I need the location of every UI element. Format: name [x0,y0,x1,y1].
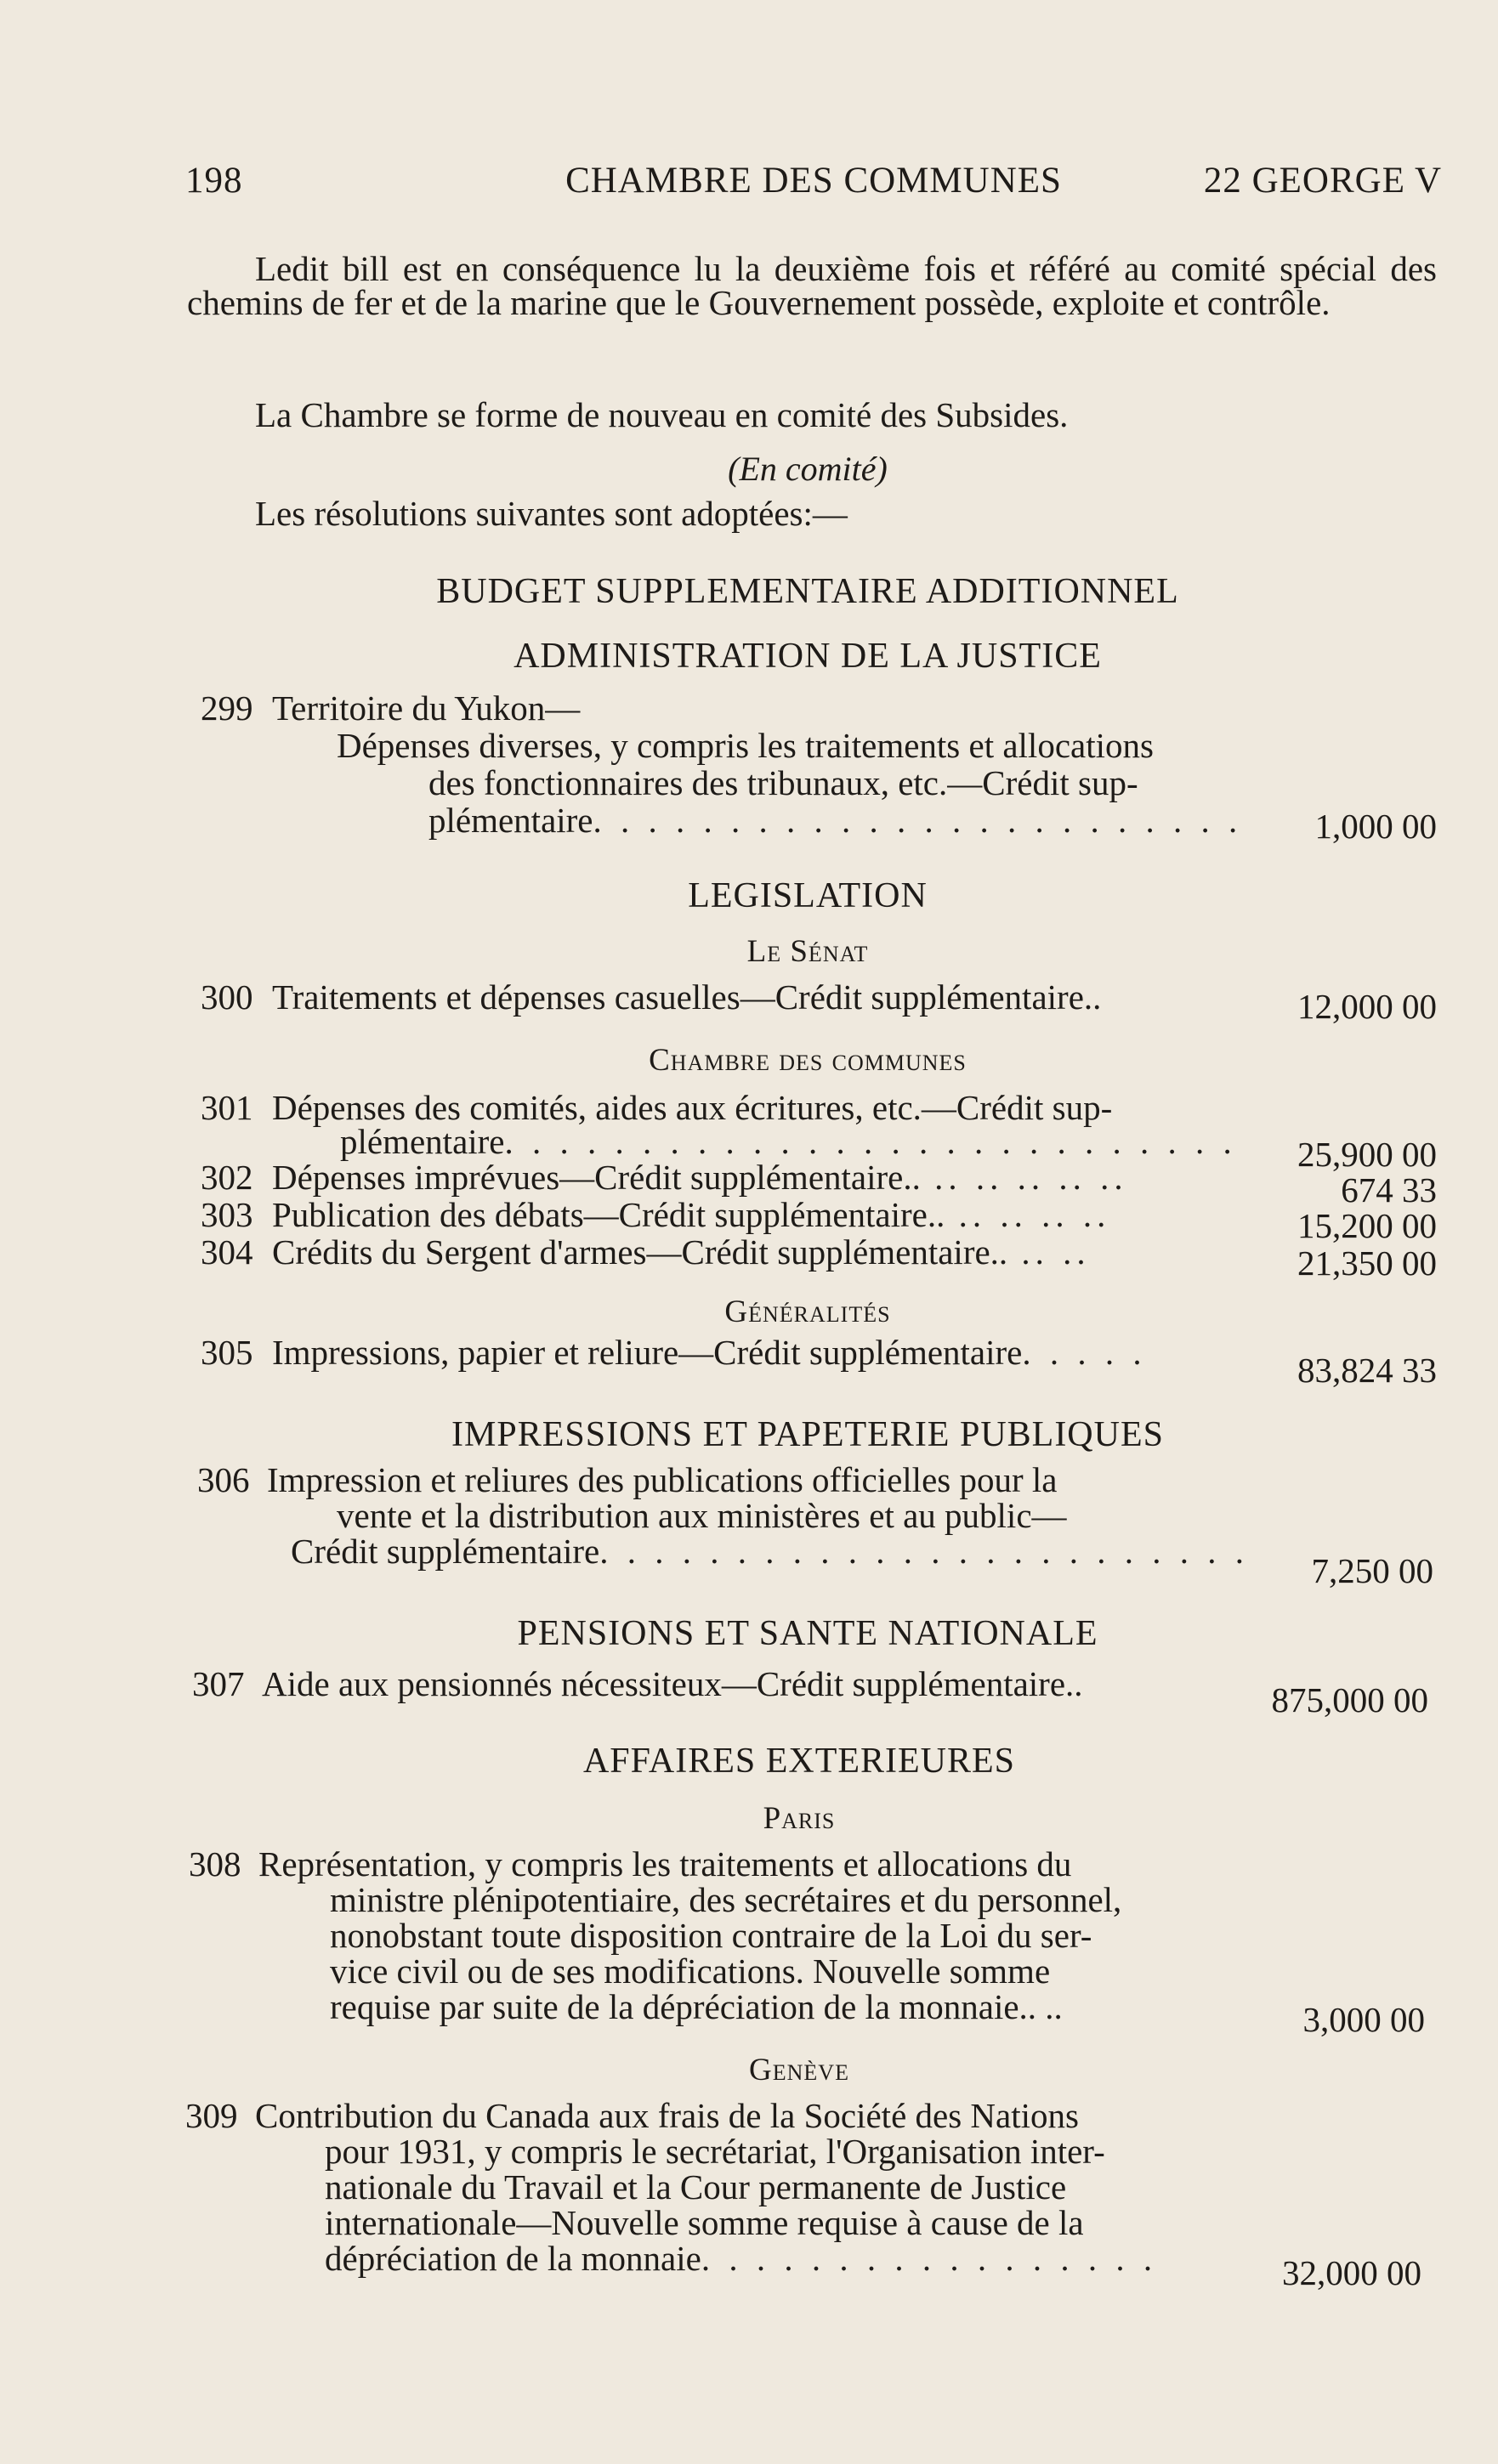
vote-amount: 875,000 00 [1271,1680,1428,1719]
vote-number: 303 [201,1195,253,1234]
vote-text: pour 1931, y compris le secrétariat, l'Organisation inter- [325,2132,1105,2171]
vote-308 [189,1846,1226,2033]
vote-text: Traitements et dépenses casuelles—Crédit supplémentaire.. [272,977,1102,1017]
vote-number: 309 [185,2096,238,2135]
vote-304 [201,1234,1238,1272]
vote-text: dépréciation de la monnaie. . . . . . . . . . . . . . . . . [325,2239,1158,2278]
vote-amount: 32,000 00 [1282,2253,1421,2292]
vote-number: 301 [201,1088,253,1127]
vote-307 [192,1666,1229,1703]
vote-text: des fonctionnaires des tribunaux, etc.—Crédit sup- [428,763,1138,802]
vote-text: Impressions, papier et reliure—Crédit supplémentaire. . . . . [272,1333,1147,1372]
vote-amount: 7,250 00 [1311,1551,1433,1590]
vote-amount: 674 33 [1341,1170,1437,1209]
vote-amount: 3,000 00 [1302,2000,1425,2039]
vote-text: vice civil ou de ses modifications. Nouvelle somme [330,1951,1051,1991]
vote-text: Contribution du Canada aux frais de la Société des Nations [255,2096,1079,2135]
vote-text: internationale—Nouvelle somme requise à cause de la [325,2203,1084,2242]
vote-301 [201,1090,1238,1164]
vote-text: Dépenses diverses, y compris les traitements et allocations [337,726,1154,765]
vote-text: Territoire du Yukon— [272,688,581,728]
vote-amount: 83,824 33 [1297,1351,1437,1390]
vote-306 [197,1460,1249,1581]
heading-justice: ADMINISTRATION DE LA JUSTICE [514,637,1102,676]
vote-text: Dépenses imprévues—Crédit supplémentaire.. .. .. .. .. .. [272,1158,1128,1197]
vote-number: 299 [201,688,253,728]
page-title: CHAMBRE DES COMMUNES [565,161,1062,201]
vote-text: Publication des débats—Crédit supplémentaire.. .. .. .. .. [272,1195,1111,1234]
vote-text: nationale du Travail et la Cour permanente de Justice [325,2167,1067,2206]
vote-amount: 15,200 00 [1297,1206,1437,1245]
vote-text: plémentaire. . . . . . . . . . . . . . . . . . . . . . . . [428,801,1243,840]
vote-text: Crédit supplémentaire. . . . . . . . . . . . . . . . . . . . . . . . [291,1532,1249,1571]
vote-299 [201,688,1243,843]
vote-number: 300 [201,977,253,1017]
heading-legislation: LEGISLATION [688,876,928,915]
committee-paragraph: La Chambre se forme de nouveau en comité des Subsides. [255,395,1069,434]
vote-amount: 25,900 00 [1297,1135,1437,1174]
vote-amount: 12,000 00 [1297,987,1437,1026]
vote-number: 308 [189,1844,241,1883]
vote-number: 302 [201,1158,253,1197]
heading-senat: Le Sénat [746,934,869,969]
vote-number: 305 [201,1333,253,1372]
committee-note: (En comité) [728,450,888,488]
vote-text: requise par suite de la dépréciation de la monnaie.. .. [330,1987,1063,2026]
vote-amount: 21,350 00 [1297,1243,1437,1283]
vote-text: vente et la distribution aux ministères et au public— [337,1496,1067,1535]
vote-number: 306 [197,1460,250,1499]
vote-303 [201,1197,1238,1234]
vote-305 [201,1334,1238,1372]
vote-text: nonobstant toute disposition contraire de la Loi du ser- [330,1916,1092,1955]
vote-302 [201,1159,1238,1197]
heading-pensions: PENSIONS ET SANTE NATIONALE [517,1614,1098,1653]
vote-text: plémentaire. . . . . . . . . . . . . . . . . . . . . . . . . . . [340,1122,1237,1161]
vote-text: Aide aux pensionnés nécessiteux—Crédit supplémentaire.. [262,1664,1083,1703]
vote-text: Dépenses des comités, aides aux écritures, etc.—Crédit sup- [272,1088,1113,1127]
heading-affaires: AFFAIRES EXTERIEURES [582,1742,1016,1781]
resolutions-paragraph: Les résolutions suivantes sont adoptées:— [255,494,848,533]
vote-text: Crédits du Sergent d'armes—Crédit supplémentaire.. .. .. [272,1232,1091,1272]
page-header [185,160,1442,211]
intro-paragraph: Ledit bill est en conséquence lu la deuxième fois et référé au comité spécial des chemins de fer et de la marine que le Gouvernement possède, exploite et contrôle. [187,249,1437,322]
page-number: 198 [185,161,243,201]
regnal-year: 22 GEORGE V [1203,161,1442,201]
vote-309 [185,2098,1223,2285]
heading-chambre: Chambre des communes [649,1043,967,1078]
heading-geneve: Genève [749,2053,849,2087]
vote-number: 304 [201,1232,253,1272]
heading-budget: BUDGET SUPPLEMENTAIRE ADDITIONNEL [436,572,1179,611]
heading-generalites: Généralités [724,1294,891,1329]
vote-amount: 1,000 00 [1314,807,1437,846]
vote-number: 307 [192,1664,245,1703]
vote-text: ministre plénipotentiaire, des secrétaires et du personnel, [330,1880,1122,1919]
vote-300 [201,979,1238,1017]
vote-text: Impression et reliures des publications officielles pour la [267,1460,1058,1499]
heading-impressions: IMPRESSIONS ET PAPETERIE PUBLIQUES [451,1415,1164,1454]
heading-paris: Paris [763,1801,836,1836]
vote-text: Représentation, y compris les traitements et allocations du [258,1844,1072,1883]
